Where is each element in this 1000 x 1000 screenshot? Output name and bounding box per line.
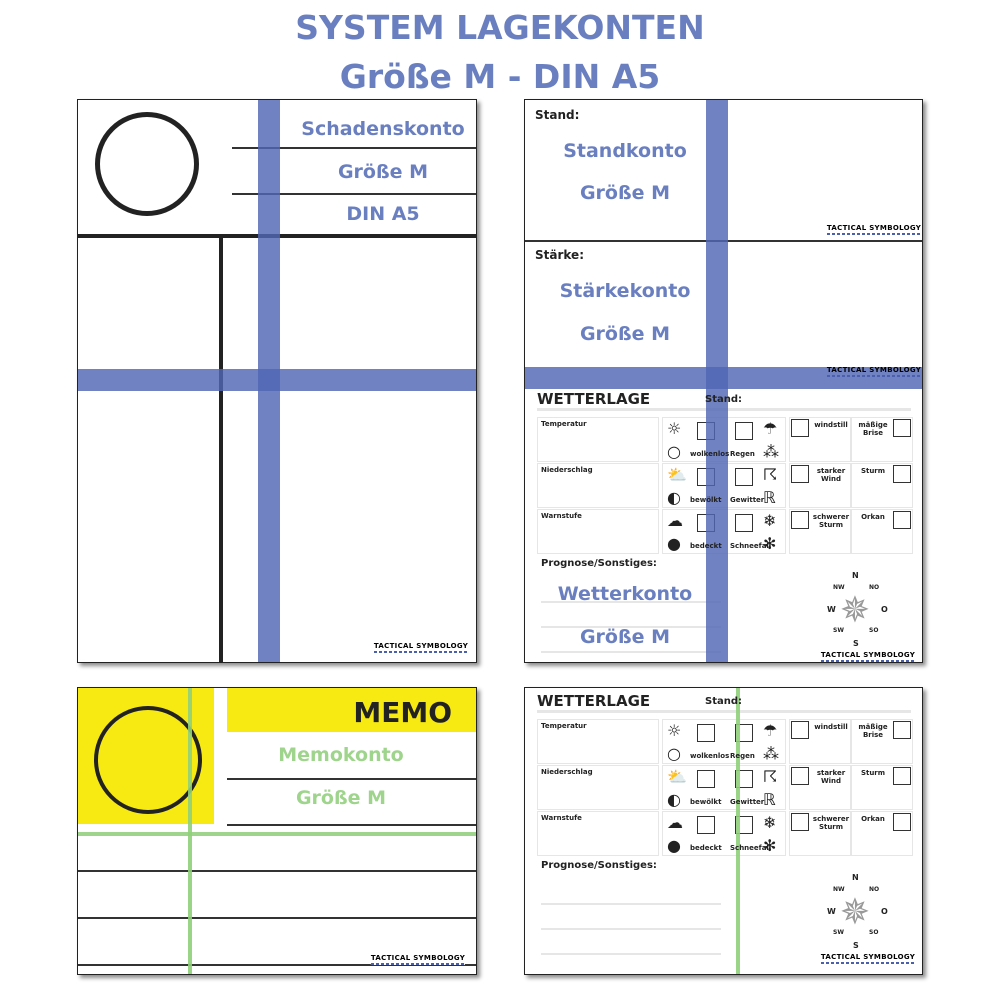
wind-right-cell [851,463,913,508]
brand-logo: TACTICAL SYMBOLOGY [371,954,465,965]
circle-symbol [95,112,199,216]
wind-right-label: Orkan [861,815,885,823]
snow-cloud-icon: ❄ [763,813,777,832]
three-dots-icon: ⁂ [763,744,779,763]
snow-cloud-icon: ❄ [763,511,777,530]
compass-rose-icon: ✵ [839,590,871,631]
weather-row-label-cell [537,811,659,856]
wind-right-checkbox[interactable] [893,465,911,483]
precip-label: Schneefall [730,542,772,550]
row-label: Warnstufe [541,512,582,520]
weather-sky-precip-cell [662,765,786,810]
circle-symbol [94,706,202,814]
compass-sw: SW [833,627,844,634]
wind-left-label: schwerer Sturm [812,513,850,529]
stand-name: Standkonto [563,140,687,162]
stand-size: Größe M [579,182,671,204]
thunder-cloud-icon: ☈ [763,465,778,484]
row-label: Niederschlag [541,768,593,776]
brand-logo: TACTICAL SYMBOLOGY [821,651,915,662]
account-format: DIN A5 [346,203,420,225]
compass-so: SO [869,929,879,936]
prognose-label: Prognose/Sonstiges: [541,860,657,871]
precip-label: Gewitter [730,798,765,806]
heading-line-2: Größe M - DIN A5 [339,57,661,96]
wind-right-label: Sturm [860,769,886,777]
wind-left-cell [789,463,851,508]
sun-icon: ☼ [667,419,682,438]
stand-label: Stand: [705,394,743,405]
wind-right-cell [851,811,913,856]
account-size: Größe M [337,161,429,183]
divider [541,903,721,905]
compass-n: N [852,571,859,580]
stand-staerke-wetter-card [524,99,923,663]
thunderstorm-symbol-icon: ℝ [763,488,776,507]
wind-left-label: windstill [814,723,848,731]
prognose-label: Prognose/Sonstiges: [541,558,657,569]
rain-cloud-icon: ☂ [763,419,778,438]
circle-empty-icon: ○ [667,744,681,763]
stand-label: Stand: [535,108,580,122]
memo-size: Größe M [295,787,387,809]
wind-left-cell [789,719,851,764]
wind-left-checkbox[interactable] [791,465,809,483]
wind-left-cell [789,765,851,810]
wind-left-label: starker Wind [816,467,846,483]
wind-left-checkbox[interactable] [791,767,809,785]
row-label: Temperatur [541,722,587,730]
weather-panel [525,688,922,974]
thunder-cloud-icon: ☈ [763,767,778,786]
weather-title: WETTERLAGE [537,390,651,408]
weather-sky-precip-cell [662,719,786,764]
wind-left-checkbox[interactable] [791,721,809,739]
divider [227,824,477,826]
compass-w: W [827,907,836,916]
wind-left-checkbox[interactable] [791,813,809,831]
sky-checkbox[interactable] [697,816,715,834]
weather-title: WETTERLAGE [537,692,651,710]
wind-left-checkbox[interactable] [791,419,809,437]
staerke-label: Stärke: [535,248,584,262]
precip-checkbox[interactable] [735,514,753,532]
wind-left-label: starker Wind [816,769,846,785]
divider [541,953,721,955]
sky-checkbox[interactable] [697,724,715,742]
precip-checkbox[interactable] [735,468,753,486]
wind-right-label: Sturm [860,467,886,475]
wind-right-label: mäßige Brise [858,421,888,437]
divider [537,710,911,713]
heading-line-1: SYSTEM LAGEKONTEN [295,8,705,47]
sky-label: bewölkt [690,798,722,806]
memo-header: MEMO [353,696,452,729]
weather-row-label-cell [537,765,659,810]
wind-right-cell [851,509,913,554]
sky-label: bewölkt [690,496,722,504]
wind-left-cell [789,509,851,554]
precip-label: Regen [730,752,755,760]
sky-checkbox[interactable] [697,770,715,788]
divider [541,928,721,930]
wind-right-cell [851,765,913,810]
circle-half-icon: ◐ [667,790,681,809]
three-dots-icon: ⁂ [763,442,779,461]
wind-left-checkbox[interactable] [791,511,809,529]
wind-right-cell [851,719,913,764]
compass-nw: NW [833,584,845,591]
wind-right-checkbox[interactable] [893,813,911,831]
wind-right-checkbox[interactable] [893,721,911,739]
wind-right-label: Orkan [861,513,885,521]
brand-logo: TACTICAL SYMBOLOGY [827,224,921,235]
cloud-icon: ☁ [667,511,683,530]
divider [541,651,721,653]
brand-logo: TACTICAL SYMBOLOGY [374,642,468,653]
wetter-name: Wetterkonto [557,583,693,605]
memo-name: Memokonto [278,744,404,766]
compass [815,571,895,651]
sky-label: bedeckt [690,844,722,852]
precip-label: Gewitter [730,496,765,504]
snowflakes-icon: ✻ [763,534,777,553]
compass-n: N [852,873,859,882]
sky-label: wolkenlos [690,752,730,760]
partly-cloudy-icon: ⛅ [667,767,687,786]
weather-row-label-cell [537,463,659,508]
wind-left-cell [789,811,851,856]
wind-right-checkbox[interactable] [893,767,911,785]
stand-label: Stand: [705,696,743,707]
precip-label: Schneefall [730,844,772,852]
weather-row-label-cell [537,417,659,462]
compass-sw: SW [833,929,844,936]
compass-no: NO [869,584,880,591]
wind-left-label: schwerer Sturm [812,815,850,831]
wetter-size: Größe M [579,626,671,648]
horizontal-arrow [78,832,476,836]
brand-logo: TACTICAL SYMBOLOGY [821,953,915,964]
circle-half-icon: ◐ [667,488,681,507]
compass-w: W [827,605,836,614]
thick-divider-vertical [219,234,223,663]
partly-cloudy-icon: ⛅ [667,465,687,484]
vertical-arrow [188,688,192,974]
account-name: Schadenskonto [301,118,465,140]
compass-rose-icon: ✵ [839,892,871,933]
thunderstorm-symbol-icon: ℝ [763,790,776,809]
compass [815,873,895,953]
staerke-size: Größe M [579,323,671,345]
compass-no: NO [869,886,880,893]
sky-label: bedeckt [690,542,722,550]
memokonto-card [77,687,477,975]
compass-s: S [853,639,859,648]
precip-checkbox[interactable] [735,422,753,440]
wetterlage-card [524,687,923,975]
vertical-arrow [736,688,740,974]
compass-o: O [881,907,888,916]
precip-label: Regen [730,450,755,458]
sky-label: wolkenlos [690,450,730,458]
weather-sky-precip-cell [662,811,786,856]
brand-logo: TACTICAL SYMBOLOGY [827,366,921,377]
horizontal-arrow [78,369,476,391]
sun-icon: ☼ [667,721,682,740]
row-label: Warnstufe [541,814,582,822]
wind-right-checkbox[interactable] [893,511,911,529]
staerke-name: Stärkekonto [559,280,691,302]
schadenskonto-card [77,99,477,663]
divider [78,917,477,919]
divider [227,778,477,780]
rain-cloud-icon: ☂ [763,721,778,740]
circle-empty-icon: ○ [667,442,681,461]
weather-row-label-cell [537,509,659,554]
wind-right-checkbox[interactable] [893,419,911,437]
circle-filled-icon: ● [667,836,681,855]
cloud-icon: ☁ [667,813,683,832]
divider [78,870,477,872]
row-label: Temperatur [541,420,587,428]
compass-so: SO [869,627,879,634]
row-label: Niederschlag [541,466,593,474]
compass-nw: NW [833,886,845,893]
compass-o: O [881,605,888,614]
weather-row-label-cell [537,719,659,764]
compass-s: S [853,941,859,950]
wind-right-label: mäßige Brise [858,723,888,739]
wind-left-cell [789,417,851,462]
wind-right-cell [851,417,913,462]
snowflakes-icon: ✻ [763,836,777,855]
circle-filled-icon: ● [667,534,681,553]
wind-left-label: windstill [814,421,848,429]
